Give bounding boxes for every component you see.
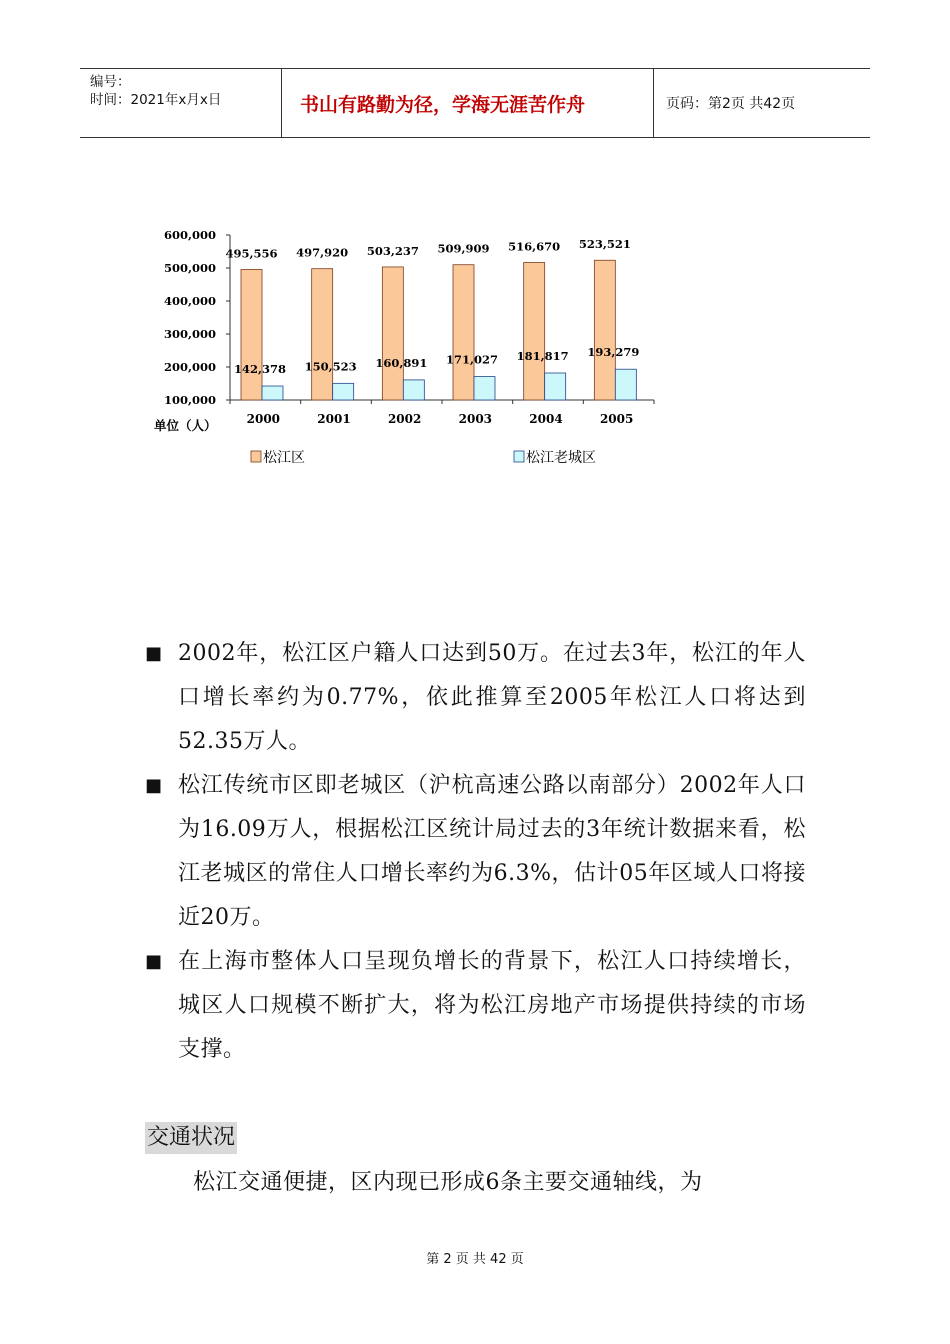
data-label-songjiang: 495,556 <box>225 246 278 261</box>
page-footer: 第 2 页 共 42 页 <box>426 1252 524 1267</box>
y-tick-label: 500,000 <box>163 261 216 275</box>
data-label-old-town: 150,523 <box>304 359 357 374</box>
data-label-songjiang: 509,909 <box>437 241 490 256</box>
header-motto <box>282 69 654 137</box>
bullet-list <box>145 632 825 1072</box>
x-tick-label: 2000 <box>246 412 281 426</box>
bar-songjiang <box>241 269 262 400</box>
x-tick-label: 2003 <box>458 412 493 426</box>
bullet-item <box>145 632 825 764</box>
number-label: 编号： <box>90 74 131 90</box>
bar-songjiang <box>594 260 615 400</box>
legend-label-songjiang: 松江区 <box>263 450 305 466</box>
data-label-old-town: 171,027 <box>445 352 499 367</box>
data-label-old-town: 160,891 <box>375 355 428 370</box>
section-title: 交通状况 <box>145 1122 237 1154</box>
bar-old-town <box>474 377 495 400</box>
time-label: 时间：2021年x月x日 <box>90 92 222 108</box>
data-label-old-town: 193,279 <box>587 345 640 360</box>
bullet-item <box>145 764 825 940</box>
legend-swatch-songjiang <box>251 451 261 462</box>
bar-songjiang <box>524 262 545 400</box>
bullet-square-icon: ■ <box>145 643 163 664</box>
y-tick-label: 200,000 <box>163 360 216 374</box>
data-label-old-town: 181,817 <box>516 349 569 364</box>
bullet-text: 2002年，松江区户籍人口达到50万。在过去3年，松江的年人口增长率约为0.77%，依此推算至2005年松江人口将达到52.35万人。 <box>178 641 806 754</box>
legend-swatch-old-town <box>514 451 524 462</box>
data-label-songjiang: 523,521 <box>578 237 631 252</box>
bar-old-town <box>615 369 636 400</box>
bullet-item <box>145 940 825 1072</box>
x-tick-label: 2001 <box>317 412 351 426</box>
y-tick-label: 100,000 <box>163 393 216 407</box>
y-tick-label: 600,000 <box>163 228 216 242</box>
x-tick-label: 2005 <box>599 412 634 426</box>
bar-old-town <box>262 386 283 400</box>
bar-old-town <box>333 383 354 400</box>
data-label-songjiang: 503,237 <box>366 243 419 258</box>
x-tick-label: 2004 <box>529 412 563 426</box>
data-label-songjiang: 516,670 <box>508 239 561 254</box>
bullet-text: 在上海市整体人口呈现负增长的背景下，松江人口持续增长，城区人口规模不断扩大，将为松江房地产市场提供持续的市场支撑。 <box>178 949 806 1062</box>
bullet-text: 松江传统市区即老城区（沪杭高速公路以南部分）2002年人口为16.09万人，根据松江区统计局过去的3年统计数据来看，松江老城区的常住人口增长率约为6.3%，估计05年区域人口将接近20万。 <box>178 773 806 930</box>
motto-text: 书山有路勤为径，学海无涯苦作舟 <box>300 93 586 116</box>
bar-songjiang <box>382 267 403 400</box>
bullet-square-icon: ■ <box>145 775 163 796</box>
unit-label: 单位（人） <box>154 418 217 433</box>
page-header <box>80 68 870 138</box>
bar-old-town <box>403 380 424 400</box>
bar-old-town <box>545 373 566 400</box>
header-page-info <box>654 69 870 137</box>
x-tick-label: 2002 <box>387 412 422 426</box>
bar-songjiang <box>312 269 333 400</box>
y-tick-label: 400,000 <box>163 294 216 308</box>
bullet-square-icon: ■ <box>145 951 163 972</box>
page-info-text: 页码：第2页 共42页 <box>666 96 796 112</box>
data-label-old-town: 142,378 <box>233 362 287 377</box>
y-tick-label: 300,000 <box>163 327 216 341</box>
legend-label-old-town: 松江老城区 <box>526 450 596 466</box>
population-bar-chart <box>150 220 670 480</box>
bar-songjiang <box>453 265 474 400</box>
header-meta <box>80 69 282 137</box>
data-label-songjiang: 497,920 <box>296 245 349 260</box>
body-paragraph: 松江交通便捷，区内现已形成6条主要交通轴线，为 <box>193 1170 703 1195</box>
